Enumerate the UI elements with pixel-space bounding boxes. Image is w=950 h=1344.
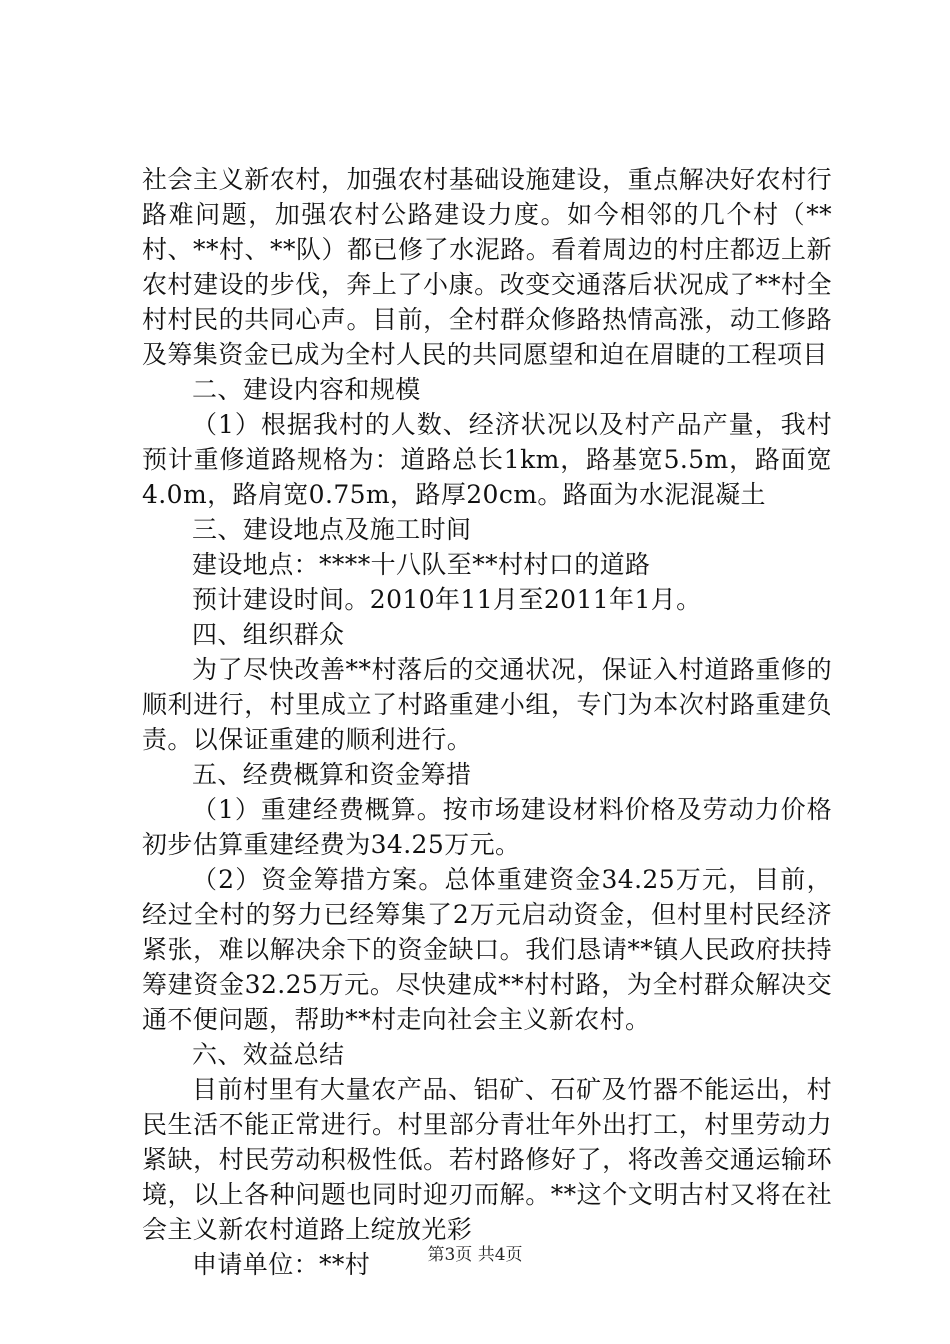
paragraph-intro-continuation: 社会主义新农村，加强农村基础设施建设，重点解决好农村行路难问题，加强农村公路建设力度。如今相邻的几个村（**村、**村、**队）都已修了水泥路。看着周边的村庄都迈上新农村建设的步伐，奔上了小康。改变交通落后状况成了**村全村村民的共同心声。目前，全村群众修路热情高涨，动工修路及筹集资金已成为全村人民的共同愿望和迫在眉睫的工程项目 (142, 165, 832, 369)
paragraph-construction-location: 建设地点：****十八队至**村村口的道路 (192, 550, 651, 579)
document-body (142, 162, 832, 1282)
section-heading-benefit-summary: 六、效益总结 (192, 1040, 345, 1069)
section-heading-budget-funding: 五、经费概算和资金筹措 (192, 760, 472, 789)
paragraph-benefit-summary: 目前村里有大量农产品、铝矿、石矿及竹器不能运出，村民生活不能正常进行。村里部分青壮年外出打工，村里劳动力紧缺，村民劳动积极性低。若村路修好了，将改善交通运输环境，以上各种问题也同时迎刃而解。**这个文明古村又将在社会主义新农村道路上绽放光彩 (142, 1075, 832, 1244)
section-heading-location-time: 三、建设地点及施工时间 (192, 515, 472, 544)
section-heading-organize-public: 四、组织群众 (192, 620, 345, 649)
section-heading-construction-scope: 二、建设内容和规模 (192, 375, 421, 404)
applicant-signature-line: 申请单位：**村 (192, 1250, 371, 1279)
paragraph-budget-estimate: （1）重建经费概算。按市场建设材料价格及劳动力价格初步估算重建经费为34.25万元。 (142, 795, 832, 859)
paragraph-rebuild-group: 为了尽快改善**村落后的交通状况，保证入村道路重修的顺利进行，村里成立了村路重建小组，专门为本次村路重建负责。以保证重建的顺利进行。 (142, 655, 832, 754)
paragraph-construction-time: 预计建设时间。2010年11月至2011年1月。 (192, 585, 702, 614)
paragraph-road-specification: （1）根据我村的人数、经济状况以及村产品产量，我村预计重修道路规格为：道路总长1km，路基宽5.5m，路面宽4.0m，路肩宽0.75m，路厚20cm。路面为水泥混凝土 (142, 410, 832, 509)
page-number-footer: 第3页 共4页 (427, 1245, 523, 1265)
paragraph-funding-plan: （2）资金筹措方案。总体重建资金34.25万元，目前，经过全村的努力已经筹集了2万元启动资金，但村里村民经济紧张，难以解决余下的资金缺口。我们恳请**镇人民政府扶持筹建资金32.25万元。尽快建成**村村路，为全村群众解决交通不便问题，帮助**村走向社会主义新农村。 (142, 865, 832, 1034)
